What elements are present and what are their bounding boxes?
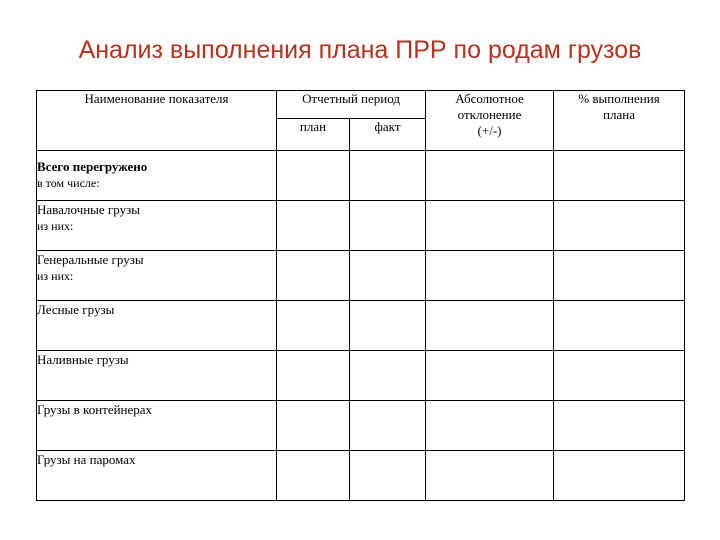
header-indicator: Наименование показателя — [37, 91, 277, 151]
cell-absolute-deviation — [426, 401, 554, 451]
header-absolute-deviation — [426, 91, 554, 151]
cell-plan — [277, 151, 350, 201]
row-name-cell — [37, 351, 277, 401]
header-plan-percent — [554, 91, 685, 151]
cell-plan-percent — [554, 201, 685, 251]
cell-absolute-deviation — [426, 151, 554, 201]
cell-fact — [350, 451, 426, 501]
header-absolute-deviation-line1: Абсолютное — [455, 91, 524, 106]
cell-plan — [277, 401, 350, 451]
row-name-cell — [37, 301, 277, 351]
header-period: Отчетный период — [277, 91, 426, 119]
cell-absolute-deviation — [426, 201, 554, 251]
cell-plan — [277, 251, 350, 301]
header-absolute-deviation-line2: отклонение — [457, 107, 522, 122]
row-name: Грузы на паромах — [37, 452, 136, 467]
cell-plan-percent — [554, 151, 685, 201]
cell-absolute-deviation — [426, 301, 554, 351]
cell-fact — [350, 401, 426, 451]
row-note: в том числе: — [37, 176, 100, 190]
table-row — [37, 451, 685, 501]
cell-plan-percent — [554, 351, 685, 401]
table-row — [37, 301, 685, 351]
header-plan-percent-line2: плана — [603, 107, 635, 122]
cell-absolute-deviation — [426, 451, 554, 501]
table-row — [37, 251, 685, 301]
row-name: Всего перегружено — [37, 159, 148, 174]
cell-fact — [350, 201, 426, 251]
header-plan-percent-line1: % выполнения — [578, 91, 660, 106]
cell-plan — [277, 201, 350, 251]
cell-absolute-deviation — [426, 351, 554, 401]
cell-plan-percent — [554, 251, 685, 301]
row-name: Грузы в контейнерах — [37, 402, 153, 417]
row-name-cell — [37, 151, 277, 201]
cell-fact — [350, 251, 426, 301]
plan-analysis-table — [36, 90, 685, 501]
table-row — [37, 401, 685, 451]
cell-plan — [277, 351, 350, 401]
cell-plan-percent — [554, 451, 685, 501]
row-name: Навалочные грузы — [37, 202, 140, 217]
row-name-cell — [37, 251, 277, 301]
header-fact: факт — [350, 119, 426, 151]
row-name-cell — [37, 451, 277, 501]
slide-title: Анализ выполнения плана ПРР по родам грузов — [78, 36, 642, 64]
cell-fact — [350, 351, 426, 401]
cell-plan — [277, 451, 350, 501]
header-absolute-deviation-line3: (+/-) — [477, 123, 502, 138]
header-row-top — [37, 91, 685, 119]
row-note: из них: — [37, 219, 74, 233]
cell-plan-percent — [554, 301, 685, 351]
row-name: Лесные грузы — [37, 302, 115, 317]
row-name-cell — [37, 201, 277, 251]
table-row — [37, 151, 685, 201]
row-name: Генеральные грузы — [37, 252, 144, 267]
cell-plan — [277, 301, 350, 351]
cell-fact — [350, 301, 426, 351]
cell-absolute-deviation — [426, 251, 554, 301]
header-plan: план — [277, 119, 350, 151]
table-row — [37, 201, 685, 251]
cell-plan-percent — [554, 401, 685, 451]
row-name-cell — [37, 401, 277, 451]
table-row — [37, 351, 685, 401]
row-name: Наливные грузы — [37, 352, 129, 367]
row-note: из них: — [37, 269, 74, 283]
cell-fact — [350, 151, 426, 201]
